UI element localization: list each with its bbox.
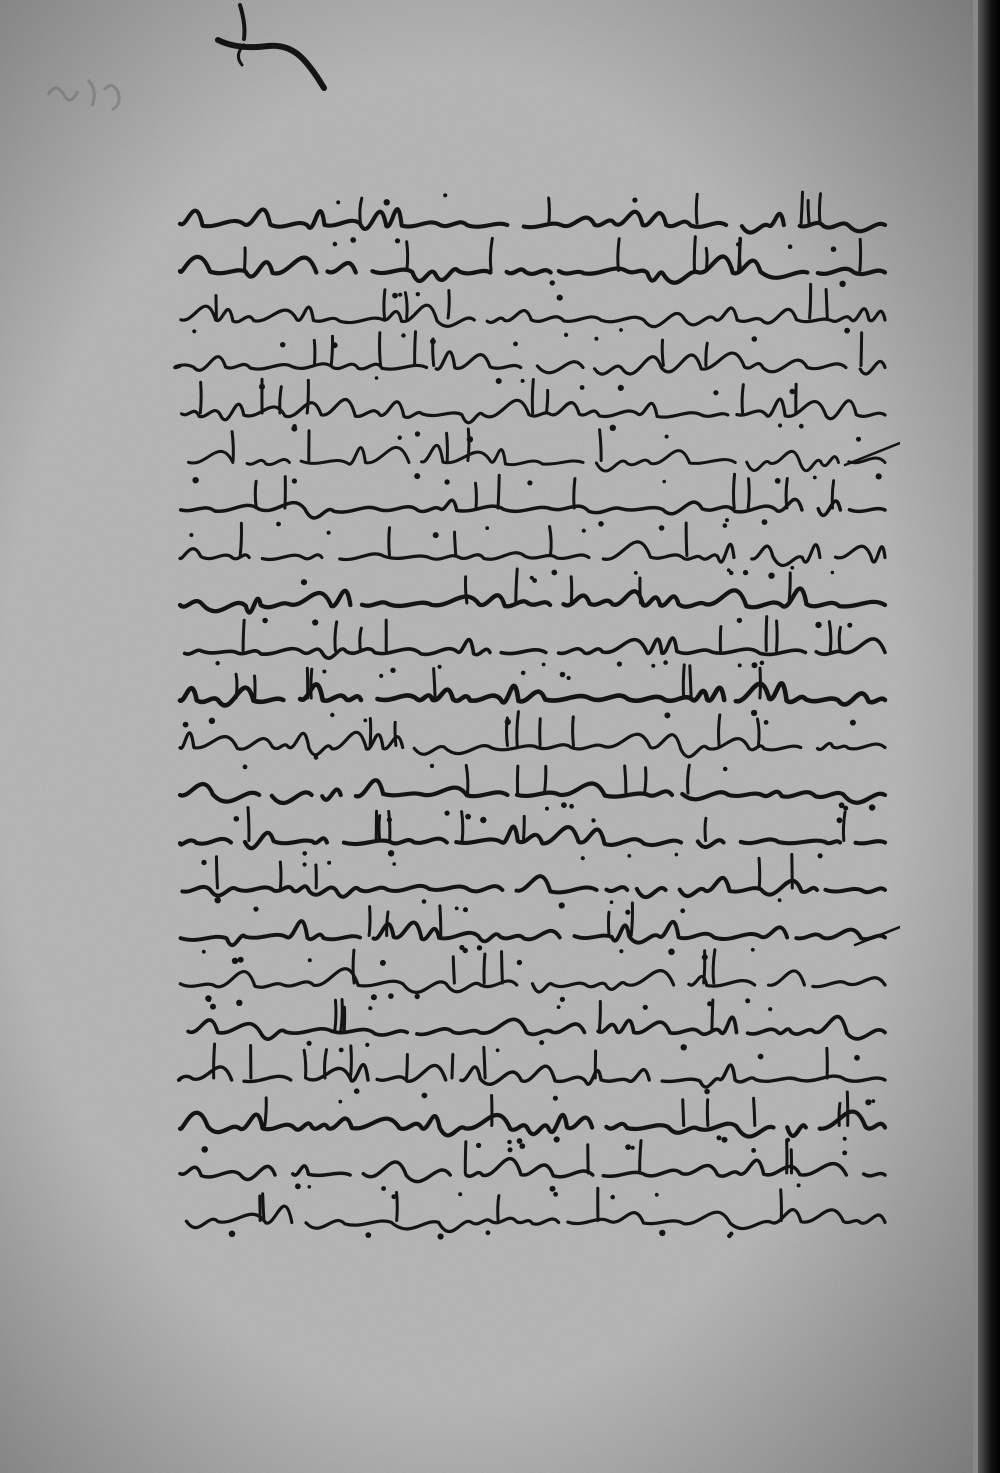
diacritic-dot bbox=[508, 1147, 513, 1152]
diacritic-dot bbox=[818, 853, 823, 858]
diacritic-dot bbox=[365, 1043, 369, 1047]
diacritic-dot bbox=[627, 854, 631, 858]
diacritic-dot bbox=[634, 571, 638, 575]
text-line bbox=[175, 332, 885, 374]
diacritic-dot bbox=[445, 811, 450, 816]
diacritic-dot bbox=[610, 425, 616, 431]
diacritic-dot bbox=[476, 1143, 481, 1148]
diacritic-dot bbox=[463, 948, 468, 953]
text-line bbox=[180, 808, 885, 849]
diacritic-dot bbox=[332, 342, 338, 348]
diacritic-dot bbox=[553, 1096, 558, 1101]
diacritic-dot bbox=[550, 1186, 556, 1192]
margin-mark bbox=[845, 443, 900, 465]
diacritic-dot bbox=[581, 856, 585, 860]
diacritic-dot bbox=[843, 1137, 847, 1141]
diacritic-dot bbox=[725, 518, 729, 522]
diacritic-dot bbox=[183, 722, 189, 728]
diacritic-dot bbox=[876, 473, 882, 479]
diacritic-dot bbox=[521, 671, 526, 676]
diacritic-dot bbox=[869, 804, 875, 810]
diacritic-dot bbox=[433, 532, 439, 538]
diacritic-dot bbox=[553, 1192, 558, 1197]
diacritic-dot bbox=[713, 390, 718, 395]
text-line bbox=[180, 712, 885, 757]
text-line bbox=[182, 854, 885, 897]
diacritic-dot bbox=[232, 958, 238, 964]
diacritic-dot bbox=[778, 423, 782, 427]
diacritic-dot bbox=[465, 814, 471, 820]
diacritic-dot bbox=[463, 907, 468, 912]
diacritic-dot bbox=[391, 1194, 396, 1199]
diacritic-dot bbox=[517, 960, 522, 965]
diacritic-dot bbox=[302, 851, 307, 856]
diacritic-dot bbox=[727, 568, 731, 572]
diacritic-dot bbox=[388, 993, 394, 999]
diacritic-dot bbox=[839, 802, 845, 808]
diacritic-dot bbox=[201, 1146, 208, 1153]
diacritic-dot bbox=[322, 670, 326, 674]
diacritic-dot bbox=[865, 1099, 871, 1105]
diacritic-dot bbox=[557, 1005, 561, 1009]
diacritic-dot bbox=[797, 1183, 801, 1187]
text-line bbox=[180, 569, 885, 613]
diacritic-dot bbox=[871, 1099, 875, 1103]
diacritic-dot bbox=[567, 676, 571, 680]
diacritic-dot bbox=[253, 907, 258, 912]
text-line bbox=[182, 379, 885, 423]
diacritic-dot bbox=[539, 1040, 544, 1045]
text-line bbox=[181, 903, 885, 945]
binding-gutter bbox=[978, 0, 1000, 1473]
diacritic-dot bbox=[392, 293, 398, 299]
text-line bbox=[189, 429, 885, 471]
diacritic-dot bbox=[839, 281, 845, 287]
diacritic-dot bbox=[580, 385, 585, 390]
diacritic-dot bbox=[722, 1137, 728, 1143]
diacritic-dot bbox=[625, 1144, 631, 1150]
diacritic-dot bbox=[844, 328, 850, 334]
diacritic-dot bbox=[594, 337, 598, 341]
diacritic-dot bbox=[280, 342, 285, 347]
diacritic-dot bbox=[736, 242, 740, 246]
text-line bbox=[180, 950, 885, 993]
diacritic-dot bbox=[788, 244, 793, 249]
diacritic-dot bbox=[598, 521, 604, 527]
diacritic-dot bbox=[455, 907, 459, 911]
diacritic-dot bbox=[414, 473, 420, 479]
diacritic-dot bbox=[569, 804, 574, 809]
diacritic-dot bbox=[354, 1088, 360, 1094]
diacritic-dot bbox=[517, 1138, 523, 1144]
diacritic-dot bbox=[467, 436, 473, 442]
diacritic-dot bbox=[375, 376, 379, 380]
diacritic-dot bbox=[314, 755, 319, 760]
diacritic-dot bbox=[192, 329, 196, 333]
diacritic-dot bbox=[560, 997, 565, 1002]
diacritic-dot bbox=[762, 519, 768, 525]
diacritic-dot bbox=[236, 1000, 242, 1006]
diacritic-dot bbox=[847, 623, 852, 628]
diacritic-dot bbox=[521, 379, 525, 383]
diacritic-dot bbox=[338, 1100, 342, 1104]
diacritic-dot bbox=[758, 1054, 764, 1060]
diacritic-dot bbox=[276, 522, 281, 527]
text-line bbox=[180, 765, 885, 803]
diacritic-dot bbox=[496, 1048, 500, 1052]
diacritic-dot bbox=[738, 663, 742, 667]
diacritic-dot bbox=[438, 1233, 444, 1239]
diacritic-dot bbox=[751, 948, 755, 952]
diacritic-dot bbox=[327, 861, 331, 865]
diacritic-dot bbox=[207, 998, 211, 1002]
diacritic-dot bbox=[680, 908, 685, 913]
diacritic-dot bbox=[752, 662, 758, 668]
text-line bbox=[180, 523, 885, 565]
diacritic-dot bbox=[659, 525, 665, 531]
diacritic-dot bbox=[291, 426, 297, 432]
diacritic-dot bbox=[365, 1232, 371, 1238]
diacritic-dot bbox=[545, 807, 549, 811]
diacritic-dot bbox=[790, 566, 794, 570]
diacritic-dot bbox=[668, 949, 675, 956]
diacritic-dot bbox=[655, 1193, 659, 1197]
diacritic-dot bbox=[384, 199, 390, 205]
diacritic-dot bbox=[485, 526, 489, 530]
diacritic-dot bbox=[387, 817, 392, 822]
diacritic-dot bbox=[813, 476, 817, 480]
diacritic-dot bbox=[856, 437, 861, 442]
diacritic-dot bbox=[381, 1186, 386, 1191]
diacritic-dot bbox=[778, 898, 782, 902]
diacritic-dot bbox=[815, 622, 821, 628]
diacritic-dot bbox=[243, 765, 248, 770]
diacritic-dot bbox=[659, 1230, 665, 1236]
diacritic-dot bbox=[379, 674, 383, 678]
diacritic-dot bbox=[301, 579, 307, 585]
diacritic-dot bbox=[395, 238, 400, 243]
diacritic-dot bbox=[192, 477, 198, 483]
diacritic-dot bbox=[416, 292, 420, 296]
diacritic-dot bbox=[308, 958, 312, 962]
diacritic-dot bbox=[259, 384, 265, 390]
diacritic-dot bbox=[702, 954, 708, 960]
diacritic-dot bbox=[550, 280, 555, 285]
diacritic-dot bbox=[415, 994, 420, 999]
diacritic-dot bbox=[295, 1183, 301, 1189]
diacritic-dot bbox=[760, 661, 765, 666]
diacritic-dot bbox=[505, 719, 511, 725]
diacritic-dot bbox=[610, 1195, 615, 1200]
diacritic-dot bbox=[717, 1135, 722, 1140]
diacritic-dot bbox=[737, 618, 742, 623]
diacritic-dot bbox=[189, 533, 193, 537]
diacritic-dot bbox=[831, 246, 837, 252]
text-line bbox=[180, 1140, 885, 1181]
diacritic-dot bbox=[444, 479, 449, 484]
text-line bbox=[180, 1092, 885, 1137]
diacritic-dot bbox=[210, 1004, 216, 1010]
diacritic-dot bbox=[390, 668, 395, 673]
diacritic-dot bbox=[201, 860, 206, 865]
diacritic-dot bbox=[486, 1230, 491, 1235]
diacritic-dot bbox=[401, 333, 405, 337]
diacritic-dot bbox=[234, 816, 240, 822]
diacritic-dot bbox=[388, 850, 394, 856]
diacritic-dot bbox=[443, 193, 447, 197]
diacritic-dot bbox=[662, 480, 666, 484]
diacritic-dot bbox=[707, 1001, 712, 1006]
diacritic-dot bbox=[554, 1136, 560, 1142]
diacritic-dot bbox=[850, 720, 856, 726]
diacritic-dot bbox=[307, 1041, 312, 1046]
diacritic-dot bbox=[438, 665, 442, 669]
diacritic-dot bbox=[799, 424, 804, 429]
diacritic-dot bbox=[631, 1146, 635, 1150]
diacritic-dot bbox=[559, 902, 565, 908]
diacritic-dot bbox=[837, 817, 843, 823]
diacritic-dot bbox=[262, 618, 268, 624]
diacritic-dot bbox=[215, 661, 219, 665]
diacritic-dot bbox=[209, 718, 215, 724]
diacritic-dot bbox=[663, 660, 668, 665]
diacritic-dot bbox=[363, 719, 367, 723]
diacritic-dot bbox=[458, 1192, 462, 1196]
text-line bbox=[186, 1188, 885, 1231]
diacritic-dot bbox=[527, 480, 532, 485]
diacritic-dot bbox=[775, 478, 781, 484]
diacritic-dot bbox=[380, 960, 386, 966]
diacritic-dot bbox=[619, 949, 623, 953]
diacritic-dot bbox=[854, 1055, 860, 1061]
diacritic-dot bbox=[560, 672, 566, 678]
diacritic-dot bbox=[430, 339, 436, 345]
diacritic-dot bbox=[496, 378, 502, 384]
diacritic-dot bbox=[625, 910, 630, 915]
diacritic-dot bbox=[327, 531, 331, 535]
diacritic-dot bbox=[551, 570, 557, 576]
diacritic-dot bbox=[751, 710, 757, 716]
diacritic-dot bbox=[723, 523, 728, 528]
text-line bbox=[180, 665, 885, 705]
diacritic-dot bbox=[530, 576, 534, 580]
diacritic-dot bbox=[368, 1006, 372, 1010]
diacritic-dot bbox=[312, 619, 318, 625]
diacritic-dot bbox=[333, 242, 338, 247]
diacritic-dot bbox=[422, 899, 427, 904]
diacritic-dot bbox=[507, 1140, 512, 1145]
diacritic-dot bbox=[422, 1093, 428, 1099]
diacritic-dot bbox=[786, 1138, 790, 1142]
diacritic-dot bbox=[564, 333, 568, 337]
diacritic-dot bbox=[768, 573, 774, 579]
diacritic-dot bbox=[480, 817, 486, 823]
diacritic-dot bbox=[392, 862, 396, 866]
diacritic-dot bbox=[727, 1234, 732, 1239]
diacritic-dot bbox=[752, 336, 758, 342]
diacritic-dot bbox=[430, 764, 434, 768]
diacritic-dot bbox=[618, 385, 624, 391]
diacritic-dot bbox=[238, 957, 244, 963]
text-line bbox=[180, 237, 885, 283]
diacritic-dot bbox=[339, 1048, 344, 1053]
diacritic-dot bbox=[617, 661, 622, 666]
diacritic-dot bbox=[202, 950, 206, 954]
diacritic-dot bbox=[415, 431, 420, 436]
diacritic-dot bbox=[643, 1005, 648, 1010]
diacritic-dot bbox=[336, 200, 340, 204]
diacritic-dot bbox=[398, 436, 402, 440]
diacritic-dot bbox=[582, 529, 586, 533]
diacritic-dot bbox=[704, 1089, 710, 1095]
diacritic-dot bbox=[675, 853, 679, 857]
diacritic-dot bbox=[665, 435, 669, 439]
diacritic-dot bbox=[330, 713, 334, 717]
diacritic-dot bbox=[308, 1185, 312, 1189]
text-line bbox=[179, 1044, 885, 1087]
diacritic-dot bbox=[723, 767, 728, 772]
diacritic-dot bbox=[831, 571, 835, 575]
diacritic-dot bbox=[743, 570, 748, 575]
diacritic-dot bbox=[764, 720, 769, 725]
diacritic-dot bbox=[519, 1143, 525, 1149]
diacritic-dot bbox=[292, 478, 297, 483]
handwritten-text-block bbox=[160, 185, 900, 1305]
diacritic-dot bbox=[513, 342, 518, 347]
diacritic-dot bbox=[632, 198, 637, 203]
diacritic-dot bbox=[350, 237, 356, 243]
diacritic-dot bbox=[591, 818, 595, 822]
text-line bbox=[181, 284, 885, 326]
diacritic-dot bbox=[619, 328, 623, 332]
diacritic-dot bbox=[215, 897, 221, 903]
diacritic-dot bbox=[842, 1151, 847, 1156]
diacritic-dot bbox=[790, 389, 796, 395]
text-line bbox=[185, 617, 885, 659]
text-line bbox=[188, 1000, 885, 1040]
diacritic-dot bbox=[557, 295, 563, 301]
diacritic-dot bbox=[229, 1231, 236, 1238]
diacritic-dot bbox=[751, 1148, 756, 1153]
diacritic-dot bbox=[651, 664, 655, 668]
diacritic-dot bbox=[768, 1007, 772, 1011]
text-line bbox=[180, 192, 885, 232]
diacritic-dot bbox=[303, 862, 307, 866]
diacritic-dot bbox=[561, 802, 567, 808]
diacritic-dot bbox=[398, 293, 402, 297]
diacritic-dot bbox=[477, 945, 482, 950]
diacritic-dot bbox=[681, 1044, 687, 1050]
diacritic-dot bbox=[664, 712, 670, 718]
diacritic-dot bbox=[371, 994, 377, 1000]
diacritic-dot bbox=[542, 663, 546, 667]
diacritic-dot bbox=[745, 998, 750, 1003]
diacritic-dot bbox=[610, 900, 614, 904]
